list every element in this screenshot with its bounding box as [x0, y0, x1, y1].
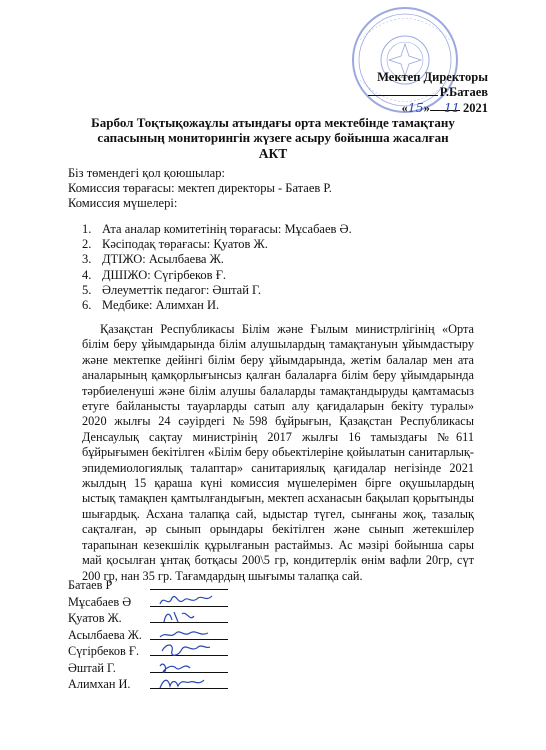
member-item: [82, 252, 352, 267]
member-number: 4.: [82, 267, 92, 282]
member-item: [82, 268, 352, 283]
member-number: 3.: [82, 252, 92, 267]
date-close-quote: »: [423, 101, 430, 115]
member-text: Медбике: Алимхан И.: [102, 298, 220, 313]
signer-row: [68, 627, 142, 644]
signer-row: [68, 610, 142, 627]
member-number: 1.: [82, 222, 92, 236]
signer-name: Әштай Г.: [68, 660, 116, 675]
handwritten-signature: [156, 592, 216, 610]
signature-line: [150, 589, 228, 590]
act-heading: АКТ: [258, 146, 288, 161]
member-item: [82, 222, 352, 237]
signer-row: [68, 643, 142, 660]
commission-members-list: [82, 222, 352, 313]
handwritten-signature: [156, 674, 216, 692]
director-signature-line: [368, 85, 438, 96]
approval-director-row: [368, 85, 488, 100]
title-line-2: сапасының мониторингін жүзеге асыру бойынша жасалған: [97, 130, 449, 145]
date-year: 2021: [463, 101, 488, 115]
member-number: 5.: [82, 282, 92, 297]
member-text: ДШІЖО: Сүгірбеков Ғ.: [102, 267, 227, 282]
member-text: Кәсіподақ төрағасы: Қуатов Ж.: [102, 237, 268, 252]
title-line-1: Барбол Тоқтықожаұлы атындағы орта мектебінде тамақтану: [91, 115, 455, 130]
intro-line-1: Біз төмендегі қол қоюшылар:: [68, 166, 225, 180]
date-month: 11: [443, 100, 460, 115]
date-open-quote: «: [401, 101, 408, 115]
signer-row: [68, 676, 142, 693]
member-text: Әлеуметтік педагог: Әштай Г.: [102, 282, 261, 297]
date-month-line: [430, 100, 460, 115]
approval-director: Р.Батаев: [439, 85, 488, 99]
signer-name: Сүгірбеков Ғ.: [68, 644, 140, 658]
handwritten-signature: [156, 625, 216, 643]
signer-name: Мұсабаев Ә: [68, 594, 132, 609]
signers-block: [68, 577, 142, 693]
approval-position: Мектеп Директоры: [377, 70, 488, 84]
signer-row: [68, 594, 142, 611]
signer-name: Қуатов Ж.: [68, 611, 122, 625]
member-number: 2.: [82, 237, 92, 252]
member-item: [82, 237, 352, 252]
handwritten-signature: [156, 608, 216, 626]
handwritten-signature: [156, 658, 216, 676]
member-item: [82, 298, 352, 313]
intro-line-2: Комиссия төрағасы: мектеп директоры - Батаев Р.: [68, 181, 332, 195]
signer-name: Алимхан И.: [68, 677, 131, 691]
approval-date-row: [368, 100, 488, 116]
member-text: Ата аналар комитетінің төрағасы: Мұсабаев Ә.: [102, 222, 352, 236]
act-body-paragraph: Қазақстан Республикасы Білім және Ғылым министрлігінің «Орта білім беру ұйымдарында білім алушылардың тамақтануын ұйымдастыру және мектепке дейінгі білім беру ұйымдарында, жетім балалар мен ата аналарының қамқорлығынсыз қалған балаларға білім беру ұйымдарында тәрбиеленуші және білім алушы балаларды тамақтандыруды қамтамасыз етуге байланысты тауарларды сатып алу қағидаларын бекіту туралы» 2020 жылғы 24 сәуірдегі №598 бұйрығын, Қазақстан Республикасы Денсаулық сақтау министрінің 2017 жылғы 16 тамыздағы №611 бұйрығымен бекітілген «Білім беру обьектілеріне қойылатын санитарлық-эпидемиологиялық талаптар» санитариялық қағидалар негізінде 2021 жылдың 15 қараша күні комиссия мүшелерімен бірге оқушылардың ыстық тамақпен қамтылғандығын, мектеп асханасын бақылап қорытынды шығардық. Асхана талапқа сай, ыдыстар түгел, сынғаны жоқ, тазалық сақталған, әр сынып орындары бекітілген және сынып жетекшілер тарапынан кезекшілік құрылғанын растаймыз. Ас мәзірі бойынша сары май қосылған ұнтақ ботқасы 200\5 гр, кондитерлік өнім вафли 20гр, сүт 200 гр, нан 35 гр. Тағамдардың шығымы талапқа сай.: [82, 322, 474, 583]
document-title: [0, 115, 546, 145]
intro-line-3: Комиссия мүшелері:: [68, 196, 178, 210]
handwritten-signature: [156, 641, 216, 659]
signer-row: [68, 577, 142, 594]
date-day: 15: [407, 100, 424, 115]
member-text: ДТІЖО: Асылбаева Ж.: [102, 252, 224, 267]
approval-block: [368, 70, 488, 116]
member-number: 6.: [82, 298, 92, 313]
member-item: [82, 283, 352, 298]
signer-name: Асылбаева Ж.: [68, 627, 142, 642]
signer-row: [68, 660, 142, 677]
intro-block: [68, 166, 332, 211]
signer-name: Батаев Р: [68, 578, 113, 592]
